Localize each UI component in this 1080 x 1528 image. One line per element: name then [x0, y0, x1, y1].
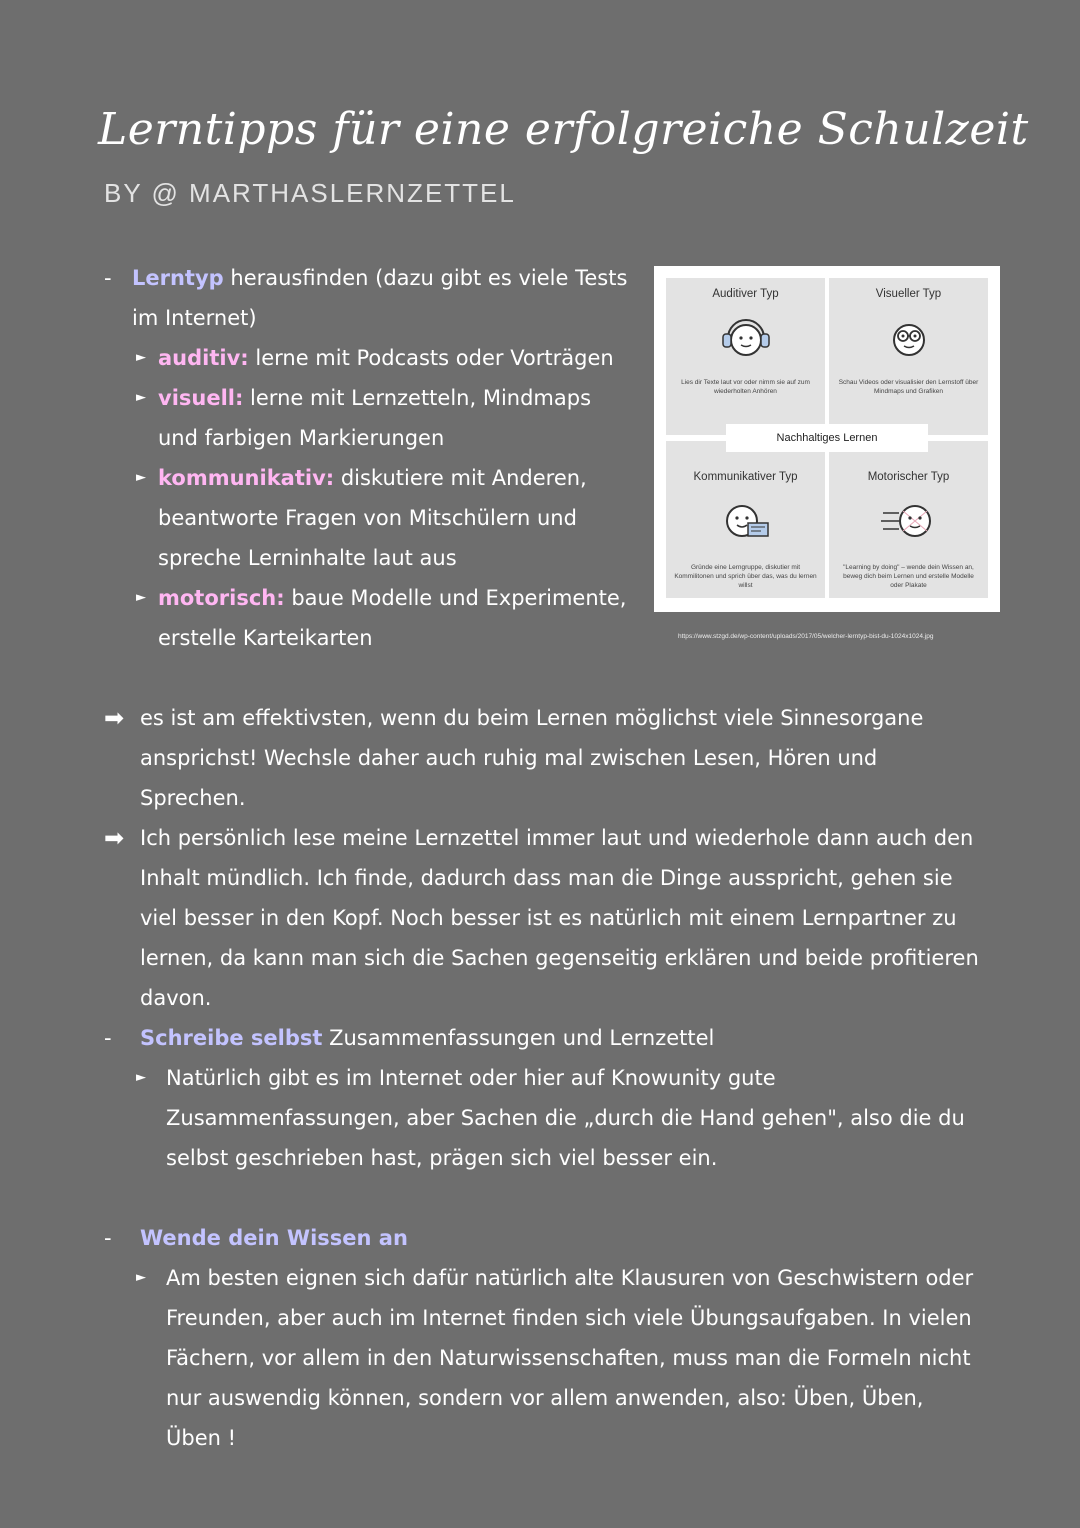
quadrant-title: Motorischer Typ	[867, 471, 950, 483]
lerntyp-keyword: Lerntyp	[132, 266, 224, 290]
bullet-triangle-icon: ►	[136, 1270, 146, 1285]
list-item	[104, 1058, 984, 1178]
arrow-text-1: es ist am effektivsten, wenn du beim Lernen möglichst viele Sinnesorgane ansprichst! Wechsle daher auch ruhig mal zwischen Lesen, Hören und Sprechen.	[140, 706, 924, 810]
term-motorisch: motorisch:	[158, 586, 285, 610]
arrow-text-2: Ich persönlich lese meine Lernzettel immer laut und wiederhole dann auch den Inhalt mündlich. Ich finde, dadurch dass man die Dinge ausspricht, gehen sie viel besser in den Kopf. Noch besser ist es natürlich mit einem Lernpartner zu lernen, da kann man sich die Sachen gegenseitig erklären und beide profitieren davon.	[140, 826, 979, 1010]
list-dash: -	[104, 266, 112, 290]
list-item	[136, 458, 634, 578]
list-dash: -	[104, 1026, 112, 1050]
quadrant-auditiv	[666, 278, 825, 435]
arrow-right-icon: ➡	[104, 824, 125, 852]
bullet-triangle-icon: ►	[136, 1070, 146, 1085]
schreibe-heading	[104, 1018, 984, 1058]
quadrant-desc: Lies dir Texte laut vor oder nimm sie auf zum wiederholten Anhören	[681, 379, 810, 395]
author-byline: BY @ MARTHASLERNZETTEL	[104, 178, 516, 208]
quadrant-motorisch	[829, 441, 988, 598]
arrow-right-icon: ➡	[104, 704, 125, 732]
arrow-paragraph-2	[104, 818, 984, 1018]
bullet-triangle-icon: ►	[136, 350, 146, 365]
speech-face-icon	[716, 499, 776, 543]
bullet-triangle-icon: ►	[136, 390, 146, 405]
lerntyp-heading-text: herausfinden (dazu gibt es viele Tests im Internet)	[132, 266, 628, 330]
arrow-paragraph-1	[104, 698, 964, 818]
bullet-text: lerne mit Lernzetteln, Mindmaps und farbigen Markierungen	[158, 386, 592, 450]
lerntyp-heading	[104, 258, 634, 338]
schreibe-bullet-text: Natürlich gibt es im Internet oder hier auf Knowunity gute Zusammenfassungen, aber Sachen die „durch die Hand gehen", also die du selbst geschrieben hast, prägen sich viel besser ein.	[166, 1066, 965, 1170]
term-kommunikativ: kommunikativ:	[158, 466, 335, 490]
wissen-bullet-text: Am besten eignen sich dafür natürlich alte Klausuren von Geschwistern oder Freunden, aber auch im Internet finden sich viele Übungsaufgaben. In vielen Fächern, vor allem in den Naturwissenschaften, muss man die Formeln nicht nur auswendig können, sondern vor allem anwenden, also: Üben, Üben, Üben !	[166, 1266, 974, 1450]
lerntyp-bullets	[104, 338, 634, 658]
bullet-text: baue Modelle und Experimente, erstelle Karteikarten	[158, 586, 627, 650]
bullet-text: diskutiere mit Anderen, beantworte Fragen von Mitschülern und spreche Lerninhalte laut aus	[158, 466, 587, 570]
image-source-url[interactable]: https://www.stzgd.de/wp-content/uploads/2017/05/welcher-lerntyp-bist-du-1024x1024.jpg	[678, 633, 934, 640]
schreibe-keyword: Schreibe selbst	[140, 1026, 323, 1050]
quadrant-desc: Schau Videos oder visualisier den Lernstoff über Mindmaps und Grafiken	[838, 379, 979, 395]
quadrant-kommunikativ	[666, 441, 825, 598]
quadrant-desc: Gründe eine Lerngruppe, diskutier mit Kommilitonen und sprich über das, was du lernen willst	[674, 564, 817, 589]
term-visuell: visuell:	[158, 386, 244, 410]
quadrant-title: Kommunikativer Typ	[693, 471, 798, 483]
list-item	[104, 1258, 984, 1458]
quadrant-title: Visueller Typ	[875, 288, 942, 300]
list-item	[136, 338, 634, 378]
bullet-text: lerne mit Podcasts oder Vorträgen	[248, 346, 614, 370]
glasses-face-icon	[879, 316, 939, 360]
page-title: Lerntipps für eine erfolgreiche Schulzeit	[98, 104, 1029, 155]
wissen-heading	[104, 1218, 984, 1258]
headphones-face-icon	[716, 316, 776, 360]
learning-types-image	[654, 266, 1000, 612]
quadrant-desc: "Learning by doing" – wende dein Wissen an, beweg dich beim Lernen und erstelle Modelle oder Plakate	[843, 564, 974, 589]
bullet-triangle-icon: ►	[136, 590, 146, 605]
quadrant-title: Auditiver Typ	[712, 288, 779, 300]
lerntyp-section	[104, 258, 634, 658]
schreibe-heading-text: Zusammenfassungen und Lernzettel	[322, 1026, 715, 1050]
term-auditiv: auditiv:	[158, 346, 249, 370]
bullet-triangle-icon: ►	[136, 470, 146, 485]
center-label: Nachhaltiges Lernen	[726, 424, 928, 452]
quadrant-visuell	[829, 278, 988, 435]
list-item	[136, 578, 634, 658]
moving-face-icon	[879, 499, 939, 543]
list-item	[136, 378, 634, 458]
wissen-section	[104, 1218, 984, 1458]
schreibe-section	[104, 1018, 984, 1178]
list-dash: -	[104, 1226, 112, 1250]
wissen-keyword: Wende dein Wissen an	[140, 1226, 408, 1250]
